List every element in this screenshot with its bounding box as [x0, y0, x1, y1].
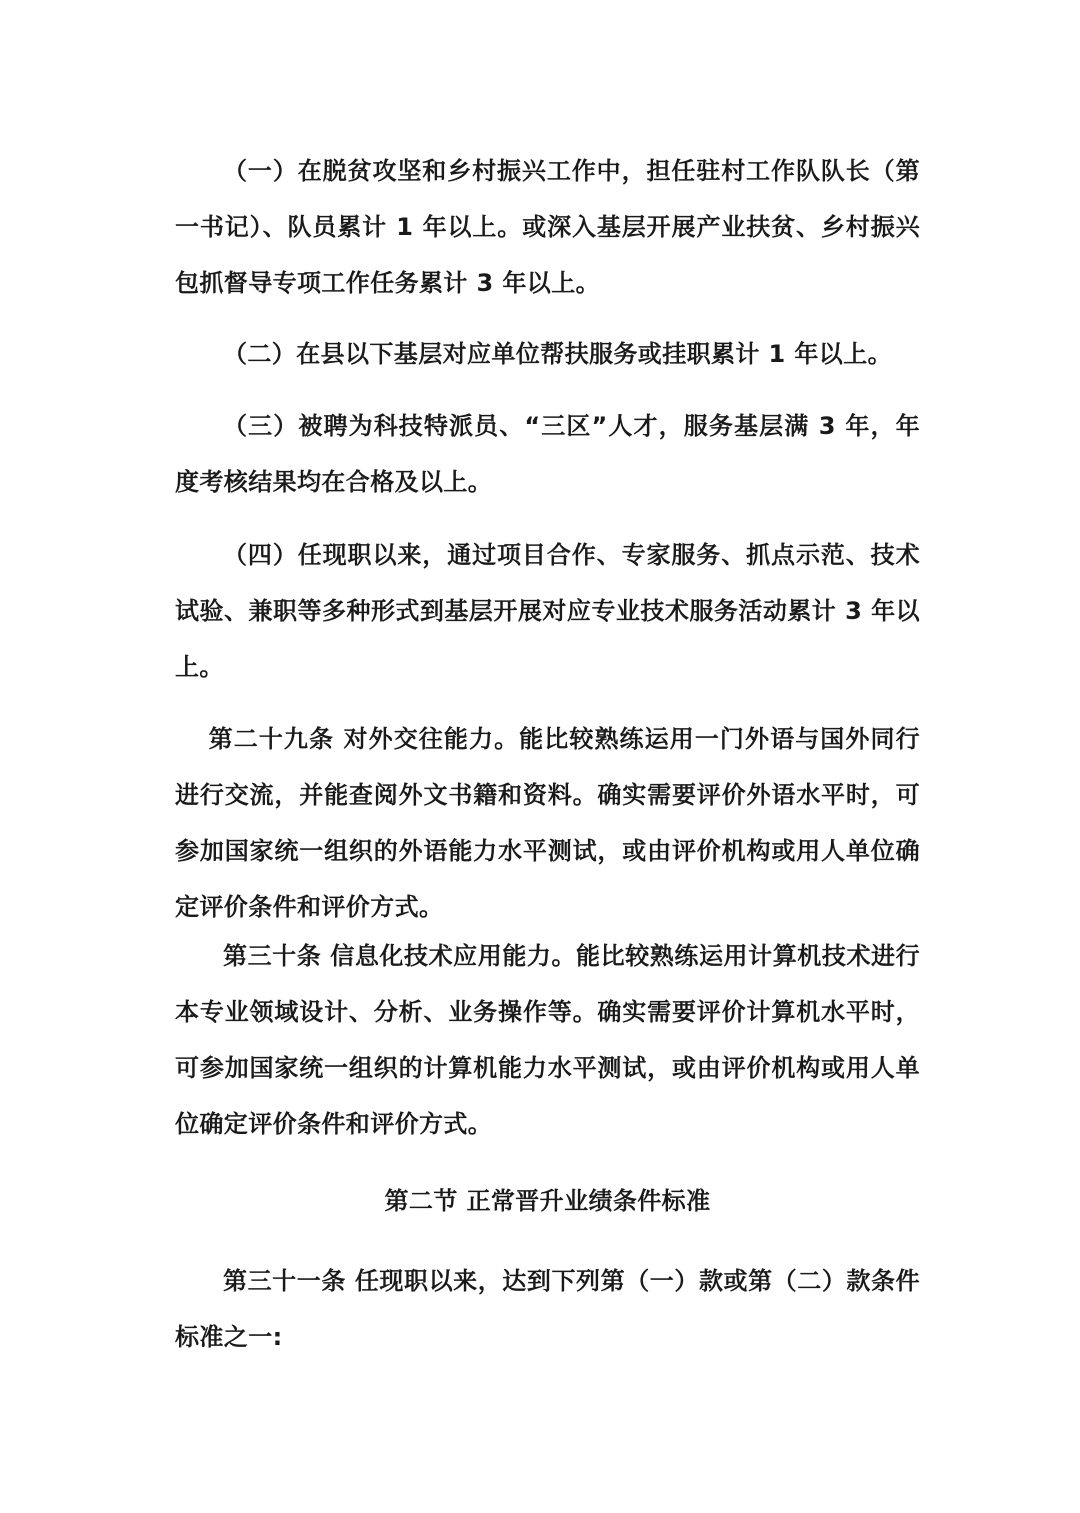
section-title: 第二节 正常晋升业绩条件标准: [384, 1187, 711, 1215]
paragraph-item-4: （四）任现职以来，通过项目合作、专家服务、抓点示范、技术试验、兼职等多种形式到基层开展对应专业技术服务活动累计 3 年以上。: [175, 541, 920, 681]
paragraph-item-1: （一）在脱贫攻坚和乡村振兴工作中，担任驻村工作队队长（第一书记）、队员累计 1 年以上。或深入基层开展产业扶贫、乡村振兴包抓督导专项工作任务累计 3 年以上。: [175, 157, 920, 297]
paragraph-article-29: 第二十九条 对外交往能力。能比较熟练运用一门外语与国外同行进行交流，并能查阅外文书籍和资料。确实需要评价外语水平时，可参加国家统一组织的外语能力水平测试，或由评价机构或用人单位确定评价条件和评价方式。: [175, 725, 920, 921]
paragraph-article-31: 第三十一条 任现职以来，达到下列第（一）款或第（二）款条件标准之一:: [175, 1267, 920, 1351]
paragraph-item-2: （二）在县以下基层对应单位帮扶服务或挂职累计 1 年以上。: [223, 340, 893, 368]
paragraph-article-30: 第三十条 信息化技术应用能力。能比较熟练运用计算机技术进行本专业领域设计、分析、业务操作等。确实需要评价计算机水平时，可参加国家统一组织的计算机能力水平测试，或由评价机构或用人单位确定评价条件和评价方式。: [175, 942, 920, 1138]
paragraph-item-3: （三）被聘为科技特派员、“三区”人才，服务基层满 3 年，年度考核结果均在合格及以上。: [175, 412, 920, 496]
